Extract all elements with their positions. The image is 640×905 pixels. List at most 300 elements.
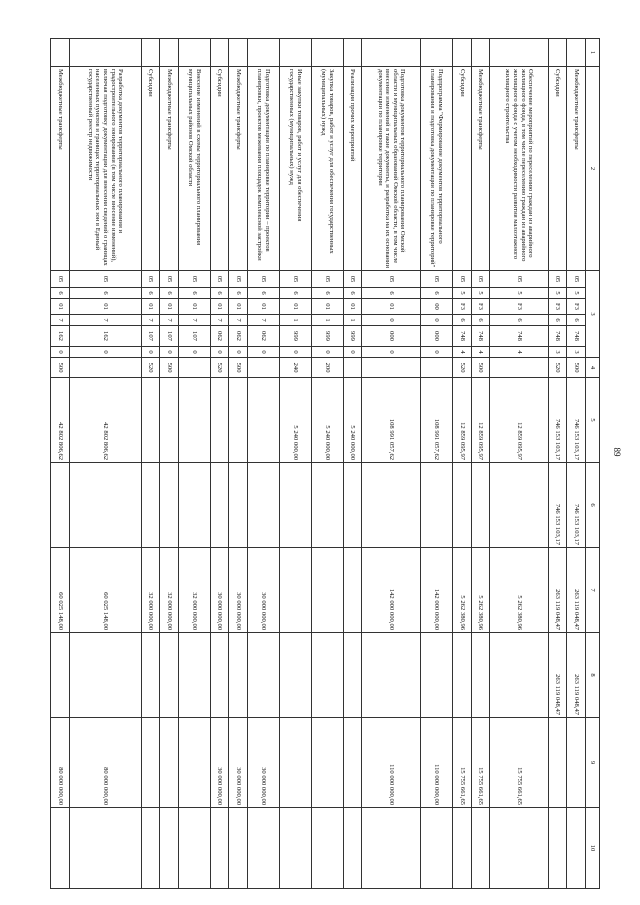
amount-col-9: 30 000 000,00 bbox=[247, 718, 279, 808]
amount-col-10 bbox=[247, 808, 279, 889]
code-part-6: 3 bbox=[567, 347, 586, 358]
header-cell-2: 2 bbox=[586, 67, 600, 271]
amount-col-8 bbox=[210, 633, 229, 718]
expense-type-code: 500 bbox=[160, 358, 179, 378]
code-part-6: 0 bbox=[141, 347, 160, 358]
code-part-6: 0 bbox=[69, 347, 141, 358]
code-part-4: 6 bbox=[548, 315, 567, 326]
table-row bbox=[452, 39, 471, 889]
amount-col-6 bbox=[343, 463, 362, 548]
amount-col-7: 142 000 000,00 bbox=[421, 548, 453, 633]
row-number-cell bbox=[69, 39, 141, 67]
row-number-cell bbox=[471, 39, 490, 67]
table-row bbox=[247, 39, 279, 889]
amount-col-7: 5 262 380,96 bbox=[452, 548, 471, 633]
code-part-4: 7 bbox=[160, 315, 179, 326]
code-part-3: F3 bbox=[452, 299, 471, 315]
table-row bbox=[490, 39, 549, 889]
expense-type-code: 500 bbox=[567, 358, 586, 378]
code-part-3: 01 bbox=[229, 299, 248, 315]
code-part-2: 6 bbox=[421, 288, 453, 299]
budget-table bbox=[50, 38, 600, 889]
amount-col-10 bbox=[51, 808, 70, 889]
table-row bbox=[343, 39, 362, 889]
code-part-3: 01 bbox=[311, 299, 343, 315]
code-part-3: F3 bbox=[548, 299, 567, 315]
table-row bbox=[311, 39, 343, 889]
row-number-cell bbox=[279, 39, 311, 67]
code-part-6: 0 bbox=[229, 347, 248, 358]
code-part-6: 0 bbox=[343, 347, 362, 358]
amount-col-5 bbox=[178, 378, 210, 463]
amount-col-10 bbox=[141, 808, 160, 889]
code-part-4: 1 bbox=[311, 315, 343, 326]
row-number-cell bbox=[247, 39, 279, 67]
row-number-cell bbox=[160, 39, 179, 67]
code-part-5: 107 bbox=[141, 326, 160, 347]
page-number: 89 bbox=[612, 447, 622, 457]
amount-col-8 bbox=[421, 633, 453, 718]
amount-col-5: 746 153 103,17 bbox=[567, 378, 586, 463]
amount-col-6: 746 153 103,17 bbox=[548, 463, 567, 548]
table-row bbox=[51, 39, 70, 889]
amount-col-9 bbox=[567, 718, 586, 808]
header-cell-6: 6 bbox=[586, 463, 600, 548]
amount-col-7 bbox=[279, 548, 311, 633]
amount-col-6 bbox=[69, 463, 141, 548]
rotated-table-wrapper bbox=[50, 38, 600, 888]
code-part-5: 000 bbox=[362, 326, 421, 347]
amount-col-7 bbox=[311, 548, 343, 633]
code-part-5: 748 bbox=[490, 326, 549, 347]
amount-col-10 bbox=[362, 808, 421, 889]
amount-col-10 bbox=[452, 808, 471, 889]
row-name: Субсидии bbox=[548, 67, 567, 271]
amount-col-8 bbox=[343, 633, 362, 718]
code-part-4: 7 bbox=[141, 315, 160, 326]
code-part-5: 748 bbox=[567, 326, 586, 347]
row-name: Обеспечение мероприятий по переселению граждан из аварийного жилищного фонда, в том числе переселению граждан из аварийного жилищного фонда с учетом необходимости развития малоэтажного жилищного строительства bbox=[490, 67, 549, 271]
code-part-3: 01 bbox=[343, 299, 362, 315]
amount-col-7: 5 262 380,96 bbox=[471, 548, 490, 633]
code-part-3: 01 bbox=[247, 299, 279, 315]
amount-col-8 bbox=[471, 633, 490, 718]
header-cell-3: 3 bbox=[586, 271, 600, 358]
code-part-1: 05 bbox=[141, 271, 160, 288]
code-part-1: 05 bbox=[311, 271, 343, 288]
amount-col-5: 5 240 000,00 bbox=[279, 378, 311, 463]
amount-col-7: 263 119 048,47 bbox=[567, 548, 586, 633]
code-part-1: 05 bbox=[279, 271, 311, 288]
amount-col-6 bbox=[247, 463, 279, 548]
amount-col-7: 30 000 000,00 bbox=[229, 548, 248, 633]
amount-col-8 bbox=[452, 633, 471, 718]
code-part-5: 162 bbox=[51, 326, 70, 347]
code-part-6: 0 bbox=[178, 347, 210, 358]
code-part-3: 01 bbox=[279, 299, 311, 315]
code-part-2: 6 bbox=[69, 288, 141, 299]
expense-type-code: 520 bbox=[141, 358, 160, 378]
amount-col-10 bbox=[548, 808, 567, 889]
amount-col-5 bbox=[210, 378, 229, 463]
code-part-2: 5 bbox=[548, 288, 567, 299]
expense-type-code: 520 bbox=[452, 358, 471, 378]
row-name: Подготовка документации по планировке территории – проектов планировки, проектов межевания площадок комплексной застройки bbox=[247, 67, 279, 271]
amount-col-6 bbox=[421, 463, 453, 548]
amount-col-9 bbox=[311, 718, 343, 808]
amount-col-10 bbox=[490, 808, 549, 889]
code-part-3: F3 bbox=[567, 299, 586, 315]
row-number-cell bbox=[343, 39, 362, 67]
table-row bbox=[548, 39, 567, 889]
table-row bbox=[471, 39, 490, 889]
expense-type-code: 500 bbox=[471, 358, 490, 378]
code-part-6: 0 bbox=[51, 347, 70, 358]
code-part-2: 6 bbox=[178, 288, 210, 299]
expense-type-code: 520 bbox=[210, 358, 229, 378]
amount-col-7: 32 000 000,00 bbox=[178, 548, 210, 633]
code-part-2: 6 bbox=[362, 288, 421, 299]
header-cell-9: 9 bbox=[586, 718, 600, 808]
amount-col-6 bbox=[452, 463, 471, 548]
amount-col-6 bbox=[471, 463, 490, 548]
expense-type-code bbox=[490, 358, 549, 378]
amount-col-5: 42 802 806,62 bbox=[69, 378, 141, 463]
expense-type-code bbox=[69, 358, 141, 378]
header-cell-8: 8 bbox=[586, 633, 600, 718]
amount-col-9: 15 755 661,65 bbox=[471, 718, 490, 808]
amount-col-5: 12 859 095,97 bbox=[452, 378, 471, 463]
code-part-1: 05 bbox=[548, 271, 567, 288]
row-number-cell bbox=[178, 39, 210, 67]
code-part-4: 6 bbox=[471, 315, 490, 326]
amount-col-9 bbox=[141, 718, 160, 808]
amount-col-8 bbox=[311, 633, 343, 718]
amount-col-9: 15 755 661,65 bbox=[490, 718, 549, 808]
header-cell-7: 7 bbox=[586, 548, 600, 633]
code-part-6: 0 bbox=[210, 347, 229, 358]
code-part-3: 01 bbox=[141, 299, 160, 315]
row-name: Внесение изменений в схемы территориального планирования муниципальных районов Омской области bbox=[178, 67, 210, 271]
amount-col-8 bbox=[178, 633, 210, 718]
code-part-6: 4 bbox=[471, 347, 490, 358]
code-part-1: 05 bbox=[160, 271, 179, 288]
amount-col-7: 60 025 148,00 bbox=[69, 548, 141, 633]
amount-col-9 bbox=[343, 718, 362, 808]
expense-type-code: 500 bbox=[229, 358, 248, 378]
row-name: Межбюджетные трансферты bbox=[51, 67, 70, 271]
code-part-1: 05 bbox=[567, 271, 586, 288]
expense-type-code: 520 bbox=[548, 358, 567, 378]
header-cell-1: 1 bbox=[586, 39, 600, 67]
row-number-cell bbox=[362, 39, 421, 67]
amount-col-5: 12 859 095,97 bbox=[490, 378, 549, 463]
code-part-2: 5 bbox=[567, 288, 586, 299]
table-row bbox=[567, 39, 586, 889]
code-part-5: 062 bbox=[247, 326, 279, 347]
table-body bbox=[51, 39, 586, 889]
code-part-2: 5 bbox=[452, 288, 471, 299]
code-part-6: 0 bbox=[247, 347, 279, 358]
code-part-2: 6 bbox=[279, 288, 311, 299]
amount-col-10 bbox=[421, 808, 453, 889]
code-part-1: 05 bbox=[229, 271, 248, 288]
amount-col-9: 30 000 000,00 bbox=[210, 718, 229, 808]
code-part-4: 1 bbox=[343, 315, 362, 326]
row-name: Межбюджетные трансферты bbox=[567, 67, 586, 271]
expense-type-code: 240 bbox=[279, 358, 311, 378]
code-part-5: 748 bbox=[471, 326, 490, 347]
expense-type-code bbox=[362, 358, 421, 378]
amount-col-5: 746 153 103,17 bbox=[548, 378, 567, 463]
amount-col-7: 30 000 000,00 bbox=[247, 548, 279, 633]
row-name: Подготовка документов территориального планирования Омской области и муниципальных образований Омской области, в том числе внесение изменений в такие документы, и разработка на их основании документации по планировке территории bbox=[362, 67, 421, 271]
amount-col-5 bbox=[141, 378, 160, 463]
amount-col-6 bbox=[141, 463, 160, 548]
code-part-1: 05 bbox=[247, 271, 279, 288]
amount-col-8: 263 119 048,47 bbox=[548, 633, 567, 718]
code-part-5: 107 bbox=[160, 326, 179, 347]
amount-col-6 bbox=[178, 463, 210, 548]
amount-col-6 bbox=[311, 463, 343, 548]
amount-col-9: 80 000 000,00 bbox=[69, 718, 141, 808]
amount-col-6 bbox=[490, 463, 549, 548]
amount-col-5 bbox=[160, 378, 179, 463]
code-part-5: 062 bbox=[210, 326, 229, 347]
amount-col-8 bbox=[490, 633, 549, 718]
amount-col-10 bbox=[69, 808, 141, 889]
table-row bbox=[69, 39, 141, 889]
code-part-1: 05 bbox=[490, 271, 549, 288]
amount-col-6 bbox=[362, 463, 421, 548]
amount-col-10 bbox=[567, 808, 586, 889]
amount-col-5 bbox=[247, 378, 279, 463]
amount-col-7: 142 000 000,00 bbox=[362, 548, 421, 633]
code-part-4: 7 bbox=[210, 315, 229, 326]
code-part-1: 05 bbox=[421, 271, 453, 288]
amount-col-9: 30 000 000,00 bbox=[229, 718, 248, 808]
code-part-4: 7 bbox=[178, 315, 210, 326]
code-part-3: F3 bbox=[471, 299, 490, 315]
amount-col-6: 746 153 103,17 bbox=[567, 463, 586, 548]
table-row bbox=[178, 39, 210, 889]
amount-col-7: 60 025 148,00 bbox=[51, 548, 70, 633]
row-name: Субсидии bbox=[141, 67, 160, 271]
code-part-1: 05 bbox=[210, 271, 229, 288]
expense-type-code: 500 bbox=[51, 358, 70, 378]
code-part-2: 6 bbox=[210, 288, 229, 299]
amount-col-6 bbox=[160, 463, 179, 548]
table-row bbox=[421, 39, 453, 889]
row-name: Реализация прочих мероприятий bbox=[343, 67, 362, 271]
code-part-2: 6 bbox=[343, 288, 362, 299]
amount-col-8 bbox=[160, 633, 179, 718]
code-part-4: 0 bbox=[362, 315, 421, 326]
header-cell-4: 4 bbox=[586, 358, 600, 378]
amount-col-8 bbox=[51, 633, 70, 718]
amount-col-8 bbox=[362, 633, 421, 718]
row-name: Иные закупки товаров, работ и услуг для обеспечения государственных (муниципальных) нужд bbox=[279, 67, 311, 271]
amount-col-9: 15 755 661,65 bbox=[452, 718, 471, 808]
row-number-cell bbox=[421, 39, 453, 67]
amount-col-9: 110 000 000,00 bbox=[362, 718, 421, 808]
code-part-6: 0 bbox=[362, 347, 421, 358]
code-part-5: 107 bbox=[178, 326, 210, 347]
row-number-cell bbox=[490, 39, 549, 67]
amount-col-10 bbox=[279, 808, 311, 889]
amount-col-8 bbox=[229, 633, 248, 718]
amount-col-9 bbox=[548, 718, 567, 808]
code-part-4: 7 bbox=[229, 315, 248, 326]
code-part-1: 05 bbox=[452, 271, 471, 288]
row-name: Подпрограмма "Формирование документов территориального планирования и подготовка документации по планировке территорий" bbox=[421, 67, 453, 271]
code-part-6: 4 bbox=[490, 347, 549, 358]
table-row bbox=[279, 39, 311, 889]
table-row bbox=[362, 39, 421, 889]
code-part-2: 5 bbox=[490, 288, 549, 299]
amount-col-9 bbox=[178, 718, 210, 808]
code-part-5: 062 bbox=[229, 326, 248, 347]
code-part-4: 7 bbox=[51, 315, 70, 326]
row-number-cell bbox=[141, 39, 160, 67]
code-part-2: 5 bbox=[471, 288, 490, 299]
amount-col-5: 5 240 000,00 bbox=[311, 378, 343, 463]
code-part-1: 05 bbox=[471, 271, 490, 288]
header-row bbox=[586, 39, 600, 889]
code-part-2: 6 bbox=[311, 288, 343, 299]
code-part-2: 6 bbox=[229, 288, 248, 299]
amount-col-5 bbox=[229, 378, 248, 463]
code-part-2: 6 bbox=[51, 288, 70, 299]
amount-col-9 bbox=[279, 718, 311, 808]
code-part-3: 01 bbox=[51, 299, 70, 315]
code-part-4: 0 bbox=[421, 315, 453, 326]
expense-type-code bbox=[343, 358, 362, 378]
amount-col-10 bbox=[471, 808, 490, 889]
code-part-4: 7 bbox=[69, 315, 141, 326]
row-number-cell bbox=[229, 39, 248, 67]
code-part-4: 7 bbox=[247, 315, 279, 326]
row-name: Субсидии bbox=[452, 67, 471, 271]
amount-col-8: 263 119 048,47 bbox=[567, 633, 586, 718]
amount-col-8 bbox=[141, 633, 160, 718]
row-number-cell bbox=[311, 39, 343, 67]
code-part-6: 4 bbox=[452, 347, 471, 358]
amount-col-5: 108 991 057,62 bbox=[421, 378, 453, 463]
amount-col-10 bbox=[343, 808, 362, 889]
amount-col-8 bbox=[279, 633, 311, 718]
amount-col-5: 108 991 057,62 bbox=[362, 378, 421, 463]
code-part-5: 999 bbox=[311, 326, 343, 347]
table-row bbox=[141, 39, 160, 889]
amount-col-7: 32 000 000,00 bbox=[141, 548, 160, 633]
code-part-6: 0 bbox=[421, 347, 453, 358]
amount-col-5: 12 859 095,97 bbox=[471, 378, 490, 463]
amount-col-10 bbox=[229, 808, 248, 889]
amount-col-5: 5 240 000,00 bbox=[343, 378, 362, 463]
header-cell-10: 10 bbox=[586, 808, 600, 889]
row-name: Межбюджетные трансферты bbox=[160, 67, 179, 271]
row-name: Субсидии bbox=[210, 67, 229, 271]
code-part-2: 6 bbox=[160, 288, 179, 299]
code-part-4: 1 bbox=[279, 315, 311, 326]
row-number-cell bbox=[548, 39, 567, 67]
table-row bbox=[229, 39, 248, 889]
code-part-3: F3 bbox=[490, 299, 549, 315]
code-part-4: 6 bbox=[567, 315, 586, 326]
code-part-3: 01 bbox=[69, 299, 141, 315]
code-part-3: 01 bbox=[160, 299, 179, 315]
row-name: Закупка товаров, работ и услуг для обеспечения государственных (муниципальных) нужд bbox=[311, 67, 343, 271]
code-part-6: 0 bbox=[311, 347, 343, 358]
row-number-cell bbox=[51, 39, 70, 67]
amount-col-6 bbox=[51, 463, 70, 548]
amount-col-10 bbox=[160, 808, 179, 889]
table-row bbox=[210, 39, 229, 889]
code-part-6: 0 bbox=[279, 347, 311, 358]
code-part-1: 05 bbox=[69, 271, 141, 288]
amount-col-7: 30 000 000,00 bbox=[210, 548, 229, 633]
code-part-5: 999 bbox=[343, 326, 362, 347]
amount-col-7: 32 000 000,00 bbox=[160, 548, 179, 633]
code-part-3: 01 bbox=[362, 299, 421, 315]
row-name: Межбюджетные трансферты bbox=[229, 67, 248, 271]
row-number-cell bbox=[567, 39, 586, 67]
amount-col-7 bbox=[343, 548, 362, 633]
expense-type-code bbox=[178, 358, 210, 378]
row-number-cell bbox=[210, 39, 229, 67]
code-part-4: 6 bbox=[490, 315, 549, 326]
table-row bbox=[160, 39, 179, 889]
amount-col-8 bbox=[247, 633, 279, 718]
code-part-5: 999 bbox=[279, 326, 311, 347]
amount-col-6 bbox=[229, 463, 248, 548]
expense-type-code bbox=[421, 358, 453, 378]
code-part-3: 00 bbox=[421, 299, 453, 315]
amount-col-10 bbox=[178, 808, 210, 889]
code-part-3: 01 bbox=[178, 299, 210, 315]
amount-col-9 bbox=[160, 718, 179, 808]
amount-col-8 bbox=[69, 633, 141, 718]
amount-col-10 bbox=[311, 808, 343, 889]
code-part-1: 05 bbox=[362, 271, 421, 288]
expense-type-code: 200 bbox=[311, 358, 343, 378]
code-part-5: 748 bbox=[548, 326, 567, 347]
expense-type-code bbox=[247, 358, 279, 378]
code-part-2: 6 bbox=[141, 288, 160, 299]
code-part-4: 6 bbox=[452, 315, 471, 326]
amount-col-7: 5 262 380,96 bbox=[490, 548, 549, 633]
code-part-2: 6 bbox=[247, 288, 279, 299]
code-part-1: 05 bbox=[51, 271, 70, 288]
code-part-5: 000 bbox=[421, 326, 453, 347]
amount-col-10 bbox=[210, 808, 229, 889]
code-part-5: 162 bbox=[69, 326, 141, 347]
row-name: Межбюджетные трансферты bbox=[471, 67, 490, 271]
row-name: Разработка документов территориального планирования и градостроительного зонирования (в том числе внесение изменений), включая подготовку документации для внесения сведений о границах населенных пунктов и границах территориальных зон в Единый государственный реестр недвижимости bbox=[69, 67, 141, 271]
row-number-cell bbox=[452, 39, 471, 67]
amount-col-9: 110 000 000,00 bbox=[421, 718, 453, 808]
code-part-3: 01 bbox=[210, 299, 229, 315]
code-part-6: 0 bbox=[160, 347, 179, 358]
amount-col-5: 42 802 806,62 bbox=[51, 378, 70, 463]
amount-col-7: 263 119 048,47 bbox=[548, 548, 567, 633]
header-cell-5: 5 bbox=[586, 378, 600, 463]
amount-col-9: 80 000 000,00 bbox=[51, 718, 70, 808]
code-part-1: 05 bbox=[178, 271, 210, 288]
amount-col-6 bbox=[279, 463, 311, 548]
code-part-1: 05 bbox=[343, 271, 362, 288]
